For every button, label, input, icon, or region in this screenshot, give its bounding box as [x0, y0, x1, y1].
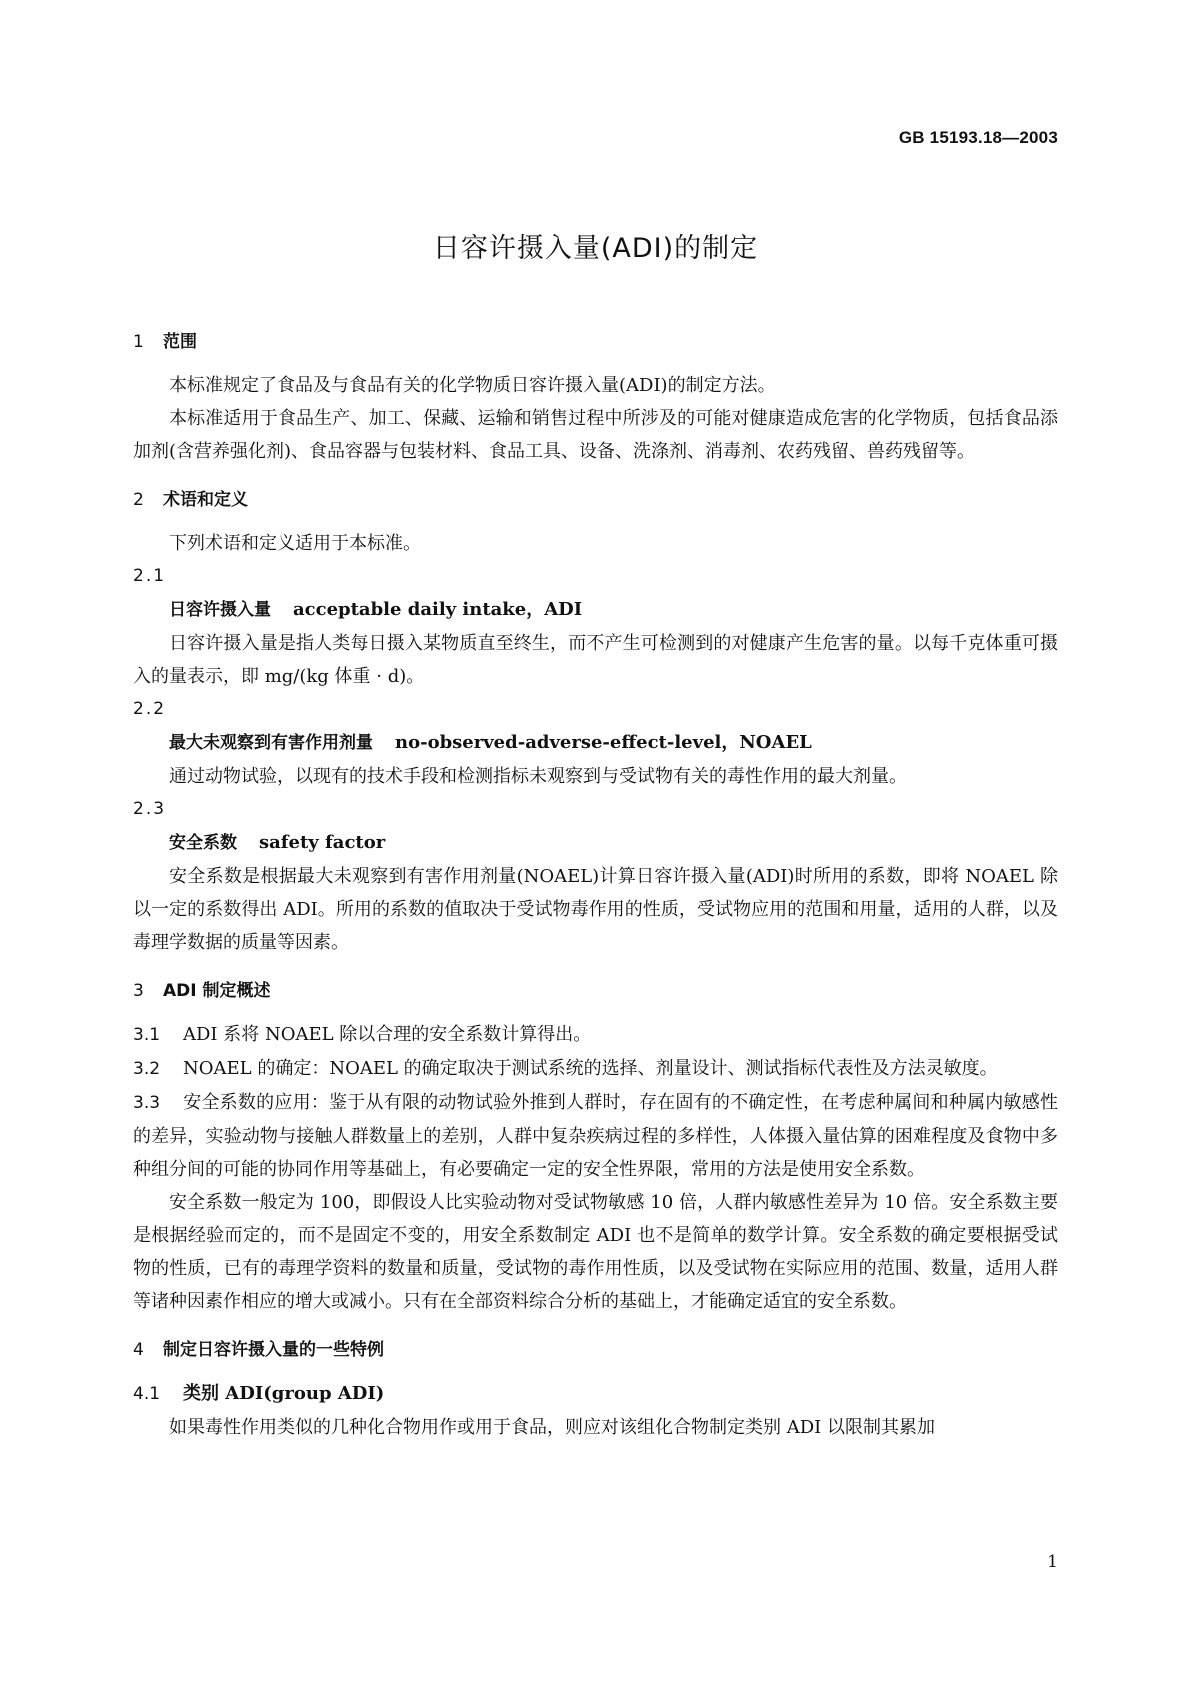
section-number: 4 — [133, 1340, 144, 1360]
section-title: 范围 — [163, 332, 197, 352]
term-number: 2.3 — [133, 799, 167, 819]
paragraph: 本标准适用于食品生产、加工、保藏、运输和销售过程中所涉及的可能对健康造成危害的化学物质，包括食品添加剂(含营养强化剂)、食品容器与包装材料、食品工具、设备、洗涤剂、消毒剂、农药残留、兽药残留等。 — [133, 408, 1058, 462]
section-heading-terms — [133, 484, 1058, 517]
section-number: 3 — [133, 981, 144, 1001]
term-title — [133, 826, 1058, 860]
clause-text: 安全系数的应用：鉴于从有限的动物试验外推到人群时，存在固有的不确定性，在考虑种属间和种属内敏感性的差异，实验动物与接触人群数量上的差别，人群中复杂疾病过程的多样性，人体摄入量估算的困难程度及食物中多种组分间的可能的协同作用等基础上，有必要确定一定的安全性界限，常用的方法是使用安全系数。 — [133, 1092, 1058, 1180]
clause — [133, 1018, 1058, 1052]
term-definition: 通过动物试验，以现有的技术手段和检测指标未观察到与受试物有关的毒性作用的最大剂量。 — [169, 766, 907, 787]
term-chinese: 最大未观察到有害作用剂量 — [169, 733, 373, 753]
section-title: 制定日容许摄入量的一些特例 — [163, 1340, 384, 1360]
document-title: 日容许摄入量(ADI)的制定 — [432, 233, 759, 264]
subsection-title: 类别 ADI(group ADI) — [183, 1383, 385, 1404]
section-number: 2 — [133, 490, 144, 510]
clause-number: 3.1 — [133, 1025, 161, 1045]
term-chinese: 日容许摄入量 — [169, 600, 271, 620]
clause-number: 4.1 — [133, 1384, 161, 1404]
section-heading-special-cases — [133, 1334, 1058, 1367]
paragraph: 下列术语和定义适用于本标准。 — [169, 533, 421, 554]
term-chinese: 安全系数 — [169, 833, 237, 853]
section-heading-scope — [133, 326, 1058, 359]
term-english: acceptable daily intake，ADI — [293, 599, 583, 620]
document-body — [133, 326, 1058, 1444]
section-title: 术语和定义 — [163, 490, 248, 510]
clause — [133, 1086, 1058, 1186]
standard-code: GB 15193.18—2003 — [898, 128, 1058, 147]
term-number: 2.2 — [133, 699, 167, 719]
clause — [133, 1052, 1058, 1086]
term-english: no-observed-adverse-effect-level，NOAEL — [395, 732, 812, 753]
section-title: ADI 制定概述 — [163, 981, 271, 1001]
subsection-heading — [133, 1377, 1058, 1411]
paragraph: 本标准规定了食品及与食品有关的化学物质日容许摄入量(ADI)的制定方法。 — [169, 375, 776, 396]
section-number: 1 — [133, 332, 144, 352]
term-english: safety factor — [259, 832, 386, 853]
clause-text: ADI 系将 NOAEL 除以合理的安全系数计算得出。 — [183, 1024, 592, 1045]
term-definition: 安全系数是根据最大未观察到有害作用剂量(NOAEL)计算日容许摄入量(ADI)时所用的系数，即将 NOAEL 除以一定的系数得出 ADI。所用的系数的值取决于受试物毒作用的性质，受试物应用的范围和用量，适用的人群，以及毒理学数据的质量等因素。 — [133, 866, 1058, 953]
term-title — [133, 726, 1058, 760]
term-title — [133, 593, 1058, 627]
section-heading-adi-overview — [133, 975, 1058, 1008]
paragraph: 安全系数一般定为 100，即假设人比实验动物对受试物敏感 10 倍，人群内敏感性差异为 10 倍。安全系数主要是根据经验而定的，而不是固定不变的，用安全系数制定 ADI 也不是简单的数学计算。安全系数的确定要根据受试物的性质，已有的毒理学资料的数量和质量，受试物的毒作用性质，以及受试物在实际应用的范围、数量，适用人群等诸种因素作相应的增大或减小。只有在全部资料综合分析的基础上，才能确定适宜的安全系数。 — [133, 1192, 1058, 1312]
term-number: 2.1 — [133, 566, 167, 586]
clause-number: 3.3 — [133, 1093, 161, 1113]
term-definition: 日容许摄入量是指人类每日摄入某物质直至终生，而不产生可检测到的对健康产生危害的量。以每千克体重可摄入的量表示，即 mg/(kg 体重 · d)。 — [133, 633, 1058, 687]
clause-number: 3.2 — [133, 1059, 161, 1079]
page-number: 1 — [1047, 1552, 1058, 1572]
clause-text: NOAEL 的确定：NOAEL 的确定取决于测试系统的选择、剂量设计、测试指标代表性及方法灵敏度。 — [183, 1058, 998, 1079]
paragraph: 如果毒性作用类似的几种化合物用作或用于食品，则应对该组化合物制定类别 ADI 以限制其累加 — [169, 1417, 935, 1438]
